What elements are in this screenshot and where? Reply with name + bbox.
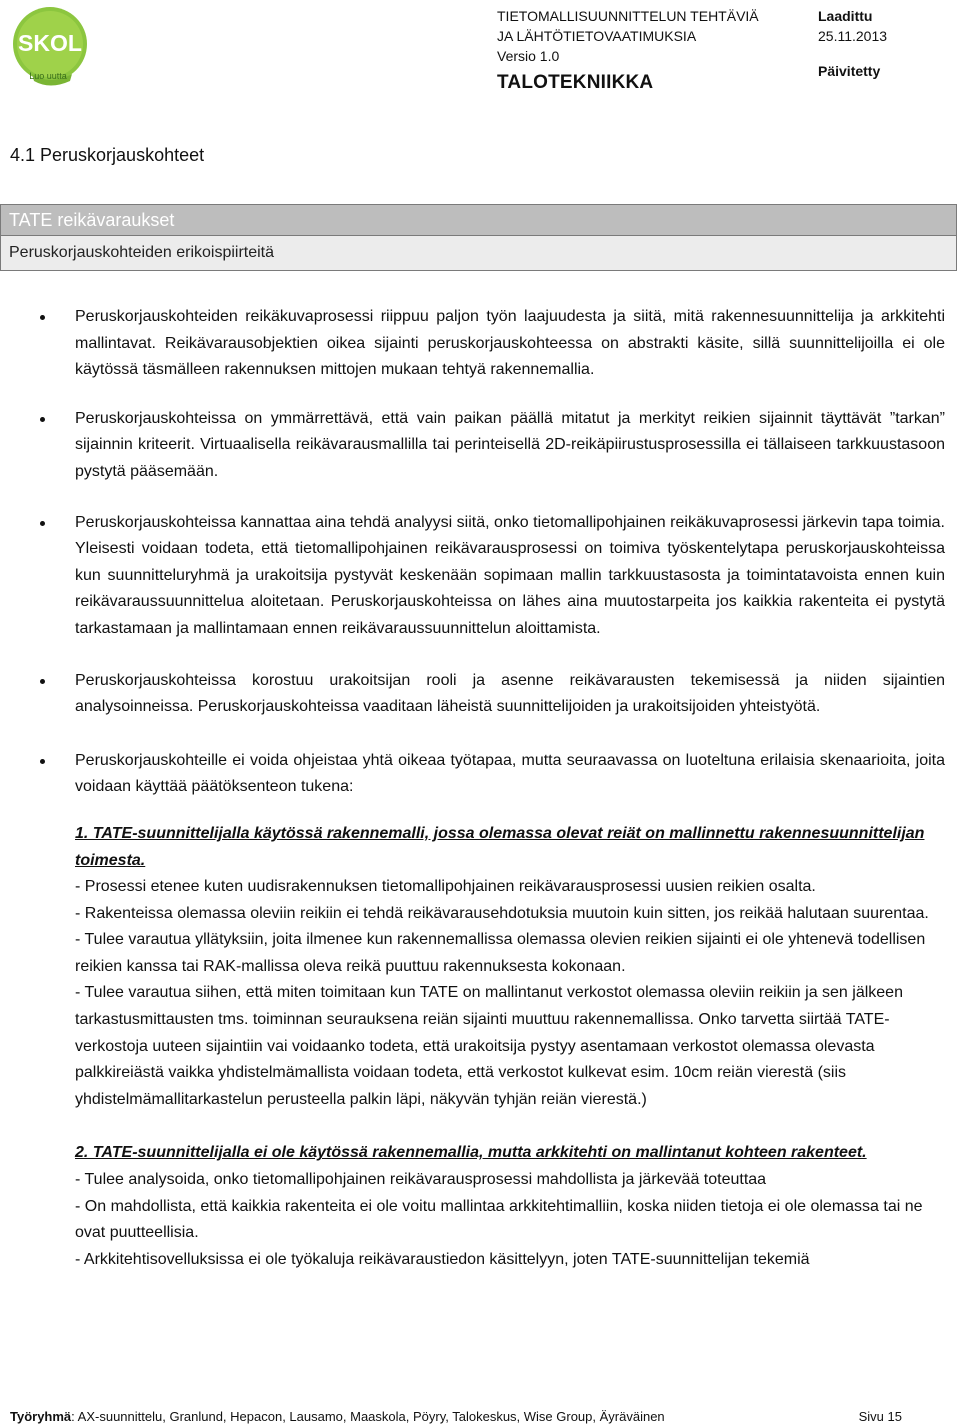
doc-version: Versio 1.0 xyxy=(497,48,560,64)
bullet-item xyxy=(0,510,945,643)
skol-logo xyxy=(10,4,92,86)
topic-title-box: TATE reikävaraukset xyxy=(0,204,957,236)
skol-logo-icon xyxy=(10,4,92,86)
bullet-item xyxy=(0,304,945,384)
scenario-1-item: - Tulee varautua siihen, että miten toimitaan kun TATE on mallintanut verkostot olemassa oleviin reikiin ja sen jälkeen tarkastusmittausten tms. toiminnan seurauksena reiän sijainti muuttuu rakennemallissa. Onko tarvetta siirtää TATE-verkostoja uuteen sijaintiin vai voidaanko todeta, että urakoitsija pystyy asentamaan verkostot olemassa olevasta palkkireiästä vaikka yhdistelmämallista voidaan todeta, että verkostot kulkevat esim. 10cm reiän vierestä (siis yhdistelmämallitarkastelun perusteella palkin läpi, näkyvän tyhjän reiän vierestä.) xyxy=(75,984,903,1108)
page-footer xyxy=(10,1408,950,1426)
doc-topic: TALOTEKNIIKKA xyxy=(497,72,654,93)
bullet-icon xyxy=(40,759,45,764)
scenario-1-item: - Tulee varautua yllätyksiin, joita ilmenee kun rakennemallissa olemassa olevien reikien sijainti ei ole yhtenevä todellisen reikien kanssa tai RAK-mallissa oleva reikä puuttuu rakennuksesta kokonaan. xyxy=(75,931,926,975)
main-content xyxy=(0,304,960,1273)
topic-boxes xyxy=(0,204,957,271)
bullet-item xyxy=(0,748,945,801)
bullet-icon xyxy=(40,679,45,684)
created-label: Laadittu xyxy=(818,8,873,24)
document-dates xyxy=(818,6,887,81)
bullet-icon xyxy=(40,521,45,526)
doc-title-line1: TIETOMALLISUUNNITTELUN TEHTÄVIÄ xyxy=(497,8,759,24)
page-number: Sivu 15 xyxy=(858,1409,902,1424)
scenario-1-title: 1. TATE-suunnittelijalla käytössä rakennemalli, jossa olemassa olevat reiät on mallinnettu rakennesuunnittelijan toimesta. xyxy=(75,824,925,869)
scenario-1 xyxy=(0,821,945,1114)
scenario-2-item: - Arkkitehtisovelluksissa ei ole työkaluja reikävaraustiedon käsittelyyn, joten TATE-suunnittelijan tekemiä xyxy=(75,1250,810,1268)
document-header-info xyxy=(497,6,759,98)
bullet-text: Peruskorjauskohteissa on ymmärrettävä, että vain paikan päällä mitatut ja merkityt reikien sijainnit täyttävät ”tarkan” sijainnin kriteerit. Virtuaalisella reikävarausmallilla tai perinteisellä 2D-reikäpiirustusprosessilla ei tällaiseen tarkkuustasoon pystytä pääsemään. xyxy=(75,409,945,480)
scenario-2-item: - On mahdollista, että kaikkia rakenteita ei ole voitu mallintaa arkkitehtimalliin, koska niiden tietoja ei ole olemassa tai ne ovat puutteellisia. xyxy=(75,1197,923,1242)
updated-label: Päivitetty xyxy=(818,63,881,79)
scenario-2 xyxy=(0,1140,945,1273)
topic-subtitle-box: Peruskorjauskohteiden erikoispiirteitä xyxy=(0,236,957,271)
scenario-1-item: - Prosessi etenee kuten uudisrakennuksen tietomallipohjainen reikävarausprosessi uusien reikien osalta. xyxy=(75,878,816,896)
logo-tagline: Luo uutta xyxy=(29,71,67,81)
bullet-text: Peruskorjauskohteille ei voida ohjeistaa yhtä oikeaa työtapaa, mutta seuraavassa on luoteltuna erilaisia skenaarioita, joita voidaan käyttää päätöksenteon tukena: xyxy=(75,751,945,796)
bullet-text: Peruskorjauskohteiden reikäkuvaprosessi riippuu paljon työn laajuudesta ja siitä, mitä rakennesuunnittelija ja arkkitehti mallintavat. Reikävarausobjektien oikea sijainti peruskorjauskohteessa on abstrakti käsite, sillä suunnittelijoilla ei ole käytössä täsmälleen rakennuksen mittojen mukaan tehtyä rakennemallia. xyxy=(75,308,945,379)
scenario-2-title: 2. TATE-suunnittelijalla ei ole käytössä rakennemallia, mutta arkkitehti on mallintanut kohteen rakenteet. xyxy=(75,1144,867,1162)
scenario-2-item: - Tulee analysoida, onko tietomallipohjainen reikävarausprosessi mahdollista ja järkevää toteuttaa xyxy=(75,1171,767,1189)
bullet-text: Peruskorjauskohteissa kannattaa aina tehdä analyysi siitä, onko tietomallipohjainen reikäkuvaprosessi järkevin tapa toimia. Yleisesti voidaan todeta, että tietomallipohjainen reikävarausprosessi on toimiva työskentelytapa peruskorjauskohteissa kun suunnitteluryhmä ja urakoitsija pystyvät keskenään sopimaan mallin tarkkuustasosta ja toimintatavoista ennen kuin reikävaraussuunnittelua aloitetaan. Peruskorjauskohteissa on lähes aina muutostarpeita jos kaikkia rakenteita ei pystytä tarkastamaan ja mallintamaan ennen reikävaraussuunnittelun aloittamista. xyxy=(75,513,945,637)
created-date: 25.11.2013 xyxy=(818,28,888,44)
bullet-text: Peruskorjauskohteissa korostuu urakoitsijan rooli ja asenne reikävarausten tekemisessä ja niiden sijaintien analysoinneissa. Peruskorjauskohteissa vaaditaan läheistä suunnittelijoiden ja urakoitsijoiden yhteistyötä. xyxy=(75,671,945,716)
scenario-1-item: - Rakenteissa olemassa oleviin reikiin ei tehdä reikävarausehdotuksia muutoin kuin sitten, jos reikää halutaan suurentaa. xyxy=(75,904,929,922)
workgroup-members: : AX-suunnittelu, Granlund, Hepacon, Lausamo, Maaskola, Pöyry, Talokeskus, Wise Group, Äyräväinen xyxy=(71,1409,665,1424)
bullet-item xyxy=(0,668,945,721)
bullet-icon xyxy=(40,417,45,422)
section-heading: 4.1 Peruskorjauskohteet xyxy=(10,145,205,165)
workgroup-label: Työryhmä xyxy=(10,1409,72,1424)
doc-title-line2: JA LÄHTÖTIETOVAATIMUKSIA xyxy=(497,28,697,44)
bullet-item xyxy=(0,406,945,486)
bullet-icon xyxy=(40,315,45,320)
logo-wordmark: SKOL xyxy=(18,30,82,56)
